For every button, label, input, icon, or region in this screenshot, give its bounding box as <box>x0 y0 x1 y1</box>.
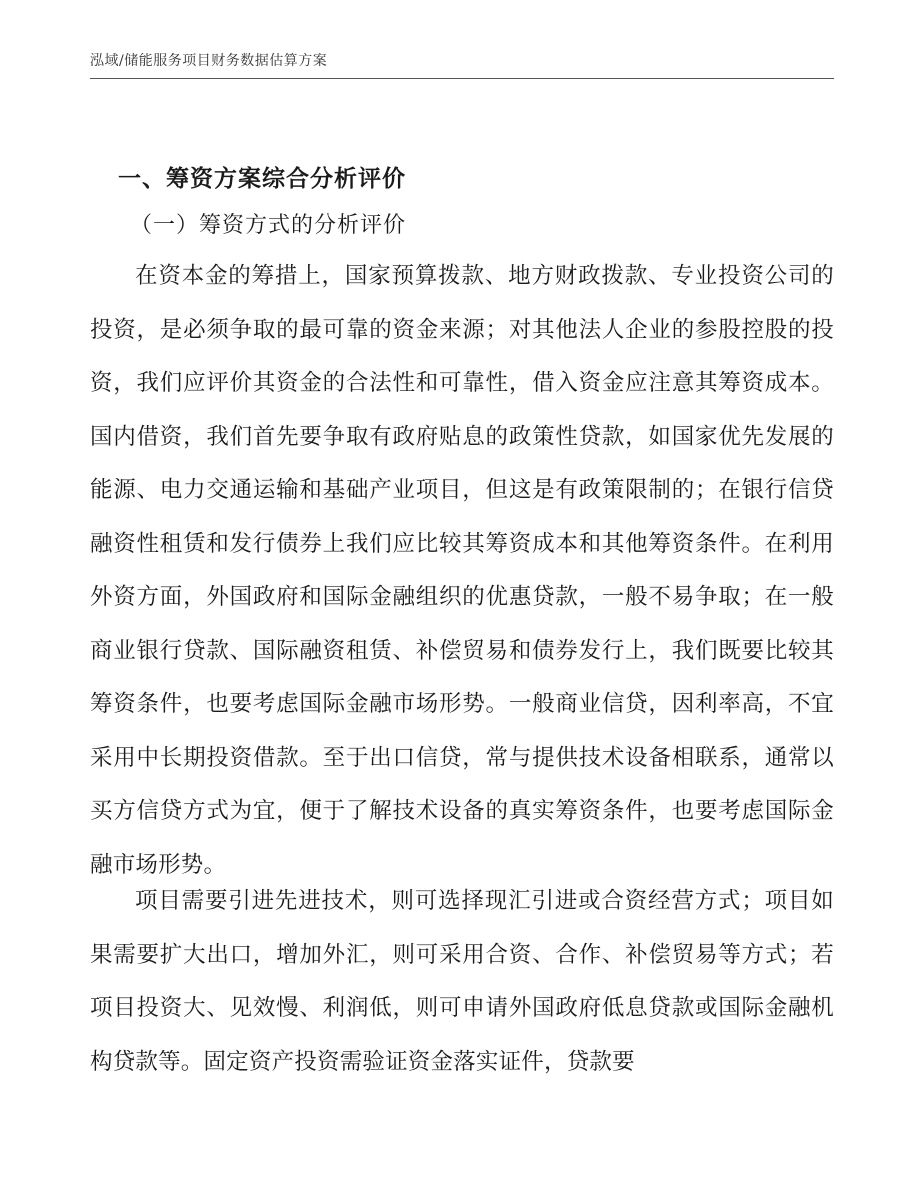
header-divider <box>90 78 834 79</box>
section-heading: 一、筹资方案综合分析评价 <box>118 165 406 192</box>
subsection-heading: （一）筹资方式的分析评价 <box>130 213 407 238</box>
page-header-title: 泓域/储能服务项目财务数据估算方案 <box>90 53 328 69</box>
body-paragraph-1: 在资本金的筹措上，国家预算拨款、地方财政拨款、专业投资公司的投资，是必须争取的最可靠的资金来源；对其他法人企业的参股控股的投资，我们应评价其资金的合法性和可靠性，借入资金应注意其筹资成本。国内借资，我们首先要争取有政府贴息的政策性贷款，如国家优先发展的能源、电力交通运输和基础产业项目，但这是有政策限制的；在银行信贷融资性租赁和发行债券上我们应比较其筹资成本和其他筹资条件。在利用外资方面，外国政府和国际金融组织的优惠贷款，一般不易争取；在一般商业银行贷款、国际融资租赁、补偿贸易和债券发行上，我们既要比较其筹资条件，也要考虑国际金融市场形势。一般商业信贷，因利率高，不宜采用中长期投资借款。至于出口信贷，常与提供技术设备相联系，通常以买方信贷方式为宜，便于了解技术设备的真实筹资条件，也要考虑国际金融市场形势。 <box>90 263 834 878</box>
body-paragraph-2: 项目需要引进先进技术，则可选择现汇引进或合资经营方式；项目如果需要扩大出口，增加外汇，则可采用合资、合作、补偿贸易等方式；若项目投资大、见效慢、利润低，则可申请外国政府低息贷款或国际金融机构贷款等。固定资产投资需验证资金落实证件，贷款要 <box>90 888 834 1075</box>
